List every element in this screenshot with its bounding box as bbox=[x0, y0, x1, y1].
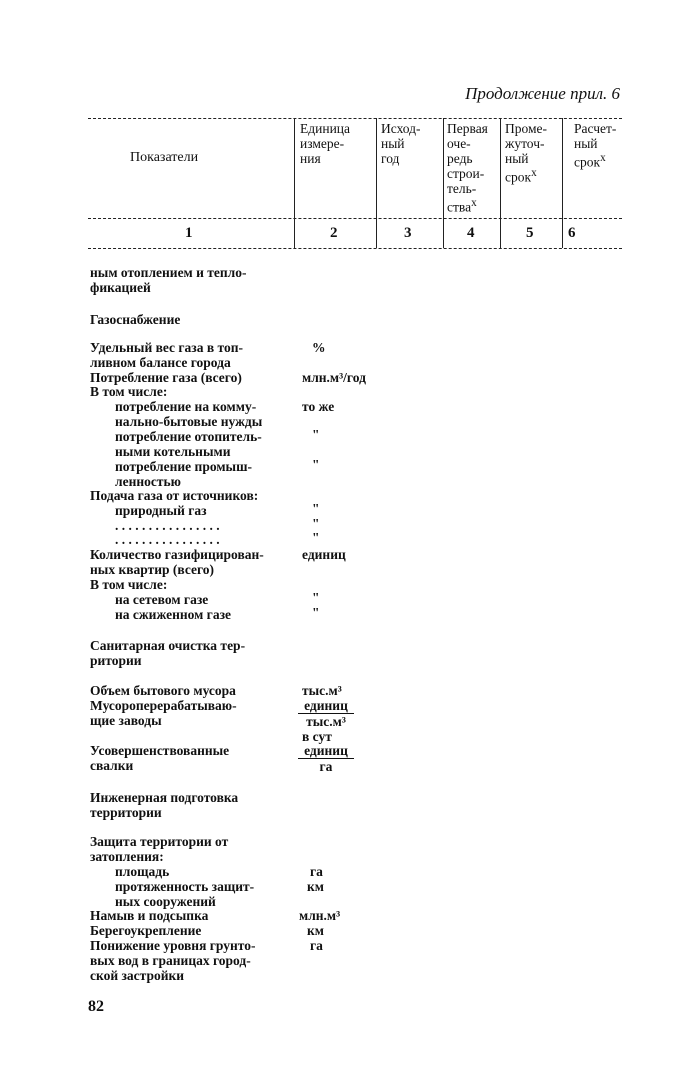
ditto-mark: " bbox=[312, 516, 320, 531]
row-industry: потребление промыш- ленностью bbox=[115, 459, 252, 489]
table-header-rule bbox=[88, 218, 622, 219]
row-including-1: В том числе: bbox=[90, 384, 168, 399]
row-gas-share: Удельный вес газа в топ- ливном балансе города bbox=[90, 340, 244, 370]
section-engineering: Инженерная подготовка территории bbox=[90, 790, 239, 820]
col-number-4: 4 bbox=[467, 225, 475, 241]
row-improved-dumps: Усовершенствованные свалки bbox=[90, 743, 230, 773]
row-waste-plants: Мусороперерабатываю- щие заводы bbox=[90, 698, 237, 728]
section-gas-supply: Газоснабжение bbox=[90, 312, 181, 327]
page-number: 82 bbox=[88, 998, 104, 1015]
row-dots: . . . . . . . . . . . . . . . . bbox=[115, 532, 220, 547]
row-groundwater-lowering: Понижение уровня грунто- вых вод в границах город- ской застройки bbox=[90, 938, 256, 983]
section-sanitation: Санитарная очистка тер- ритории bbox=[90, 638, 246, 668]
unit-per-day: в сут bbox=[302, 729, 332, 744]
unit-units: единиц bbox=[302, 547, 346, 562]
unit-percent: % bbox=[312, 340, 326, 355]
table-top-rule bbox=[88, 118, 622, 119]
ditto-mark: " bbox=[312, 590, 320, 605]
row-including-2: В том числе: bbox=[90, 577, 168, 592]
row-liquefied-gas: на сжиженном газе bbox=[115, 607, 231, 622]
ditto-mark: " bbox=[312, 530, 320, 545]
col-divider-3 bbox=[443, 118, 444, 248]
unit-hectares: га bbox=[310, 938, 323, 953]
ditto-mark: " bbox=[312, 605, 320, 620]
unit-plants-fraction: единиц тыс.м³ bbox=[298, 698, 354, 729]
unit-hectares: га bbox=[310, 864, 323, 879]
row-boilers: потребление отопитель- ными котельными bbox=[115, 429, 262, 459]
row-communal: потребление на комму- нально-бытовые нужды bbox=[115, 399, 263, 429]
ditto-mark: " bbox=[312, 427, 320, 442]
table-number-rule bbox=[88, 248, 622, 249]
unit-thous-m3: тыс.м³ bbox=[302, 683, 342, 698]
unit-same: то же bbox=[302, 399, 335, 414]
row-alluvium-fill: Намыв и подсыпка bbox=[90, 908, 209, 923]
header-indicators: Показатели bbox=[130, 150, 199, 165]
header-intermediate: Проме- жуточ- ный срок$^х$ bbox=[505, 121, 548, 185]
col-number-3: 3 bbox=[404, 225, 412, 241]
row-dots: . . . . . . . . . . . . . . . . bbox=[115, 518, 220, 533]
row-gas-supply-sources: Подача газа от источников: bbox=[90, 488, 259, 503]
row-gasified-flats: Количество газифицирован- ных квартир (всего) bbox=[90, 547, 264, 577]
row-gas-consumption: Потребление газа (всего) bbox=[90, 370, 242, 385]
unit-mln-m3-year: млн.м³/год bbox=[302, 370, 366, 385]
header-unit: Единица измере- ния bbox=[300, 121, 351, 166]
col-number-2: 2 bbox=[330, 225, 338, 241]
ditto-mark: " bbox=[312, 501, 320, 516]
header-design-term: Расчет- ный срок$^х$ bbox=[574, 121, 617, 170]
row-area: площадь bbox=[115, 864, 170, 879]
col-number-5: 5 bbox=[526, 225, 534, 241]
row-heating-cont: ным отоплением и тепло- фикацией bbox=[90, 265, 247, 295]
unit-km: км bbox=[307, 923, 324, 938]
header-base-year: Исход- ный год bbox=[381, 121, 421, 166]
unit-dumps-fraction: единиц га bbox=[298, 743, 354, 774]
col-number-1: 1 bbox=[185, 225, 193, 241]
row-structures-length: протяженность защит- ных сооружений bbox=[115, 879, 255, 909]
continuation-label: Продолжение прил. 6 bbox=[465, 84, 620, 103]
col-divider-2 bbox=[376, 118, 377, 248]
unit-mln-m3: млн.м³ bbox=[299, 908, 341, 923]
row-natural-gas: природный газ bbox=[115, 503, 207, 518]
ditto-mark: " bbox=[312, 457, 320, 472]
row-bank-protection: Берегоукрепление bbox=[90, 923, 202, 938]
row-household-waste: Объем бытового мусора bbox=[90, 683, 236, 698]
unit-km: км bbox=[307, 879, 324, 894]
row-flood-protection: Защита территории от затопления: bbox=[90, 834, 229, 864]
col-divider-5 bbox=[562, 118, 563, 248]
header-first-stage: Первая оче- редь строи- тель- ства$^х$ bbox=[447, 121, 488, 215]
row-network-gas: на сетевом газе bbox=[115, 592, 209, 607]
col-number-6: 6 bbox=[568, 225, 576, 241]
col-divider-1 bbox=[294, 118, 295, 248]
col-divider-4 bbox=[500, 118, 501, 248]
